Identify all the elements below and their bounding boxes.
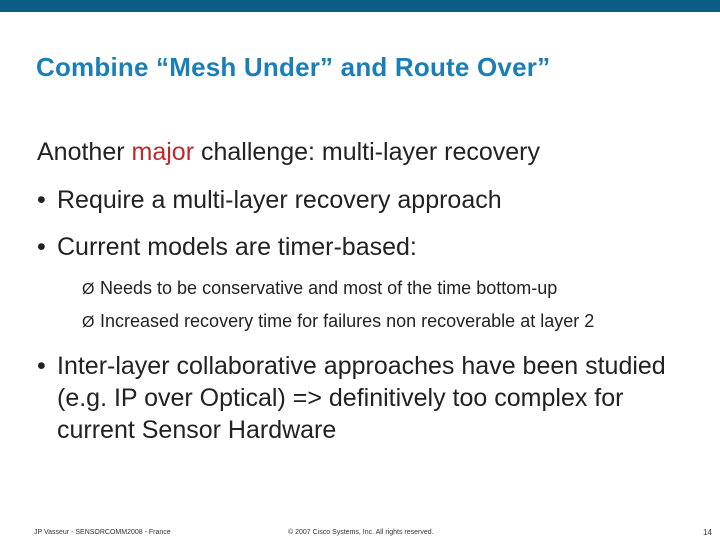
arrow-bullet-icon: Ø <box>82 281 95 298</box>
sub-bullet-text: Needs to be conservative and most of the time bottom-up <box>100 278 558 298</box>
slide-title: Combine “Mesh Under” and Route Over” <box>36 52 551 82</box>
bullet-item <box>37 350 697 446</box>
arrow-bullet-icon: Ø <box>82 314 95 331</box>
sub-bullet-text: Increased recovery time for failures non recoverable at layer 2 <box>100 311 595 331</box>
footer-author: JP Vasseur - SENSORCOMM2008 - France <box>34 529 171 536</box>
footer-copyright: © 2007 Cisco Systems, Inc. All rights reserved. <box>288 529 434 536</box>
bullet-icon: • <box>37 352 46 380</box>
lead-highlight: major <box>131 138 195 166</box>
bullet-item <box>37 186 502 215</box>
top-bar <box>0 0 720 12</box>
lead-post: challenge: multi-layer recovery <box>194 138 541 166</box>
bullet-text: Current models are timer-based: <box>57 233 417 261</box>
bullet-item <box>37 233 417 262</box>
sub-bullet-item <box>82 311 594 332</box>
lead-pre: Another <box>37 138 132 166</box>
page-number: 14 <box>703 528 712 537</box>
bullet-text: Inter-layer collaborative approaches have been studied (e.g. IP over Optical) => definitively too complex for current Sensor Hardware <box>57 352 666 444</box>
bullet-icon: • <box>37 186 46 214</box>
bullet-icon: • <box>37 233 46 261</box>
lead-line <box>37 138 540 167</box>
bullet-text: Require a multi-layer recovery approach <box>57 186 502 214</box>
sub-bullet-item <box>82 278 557 299</box>
